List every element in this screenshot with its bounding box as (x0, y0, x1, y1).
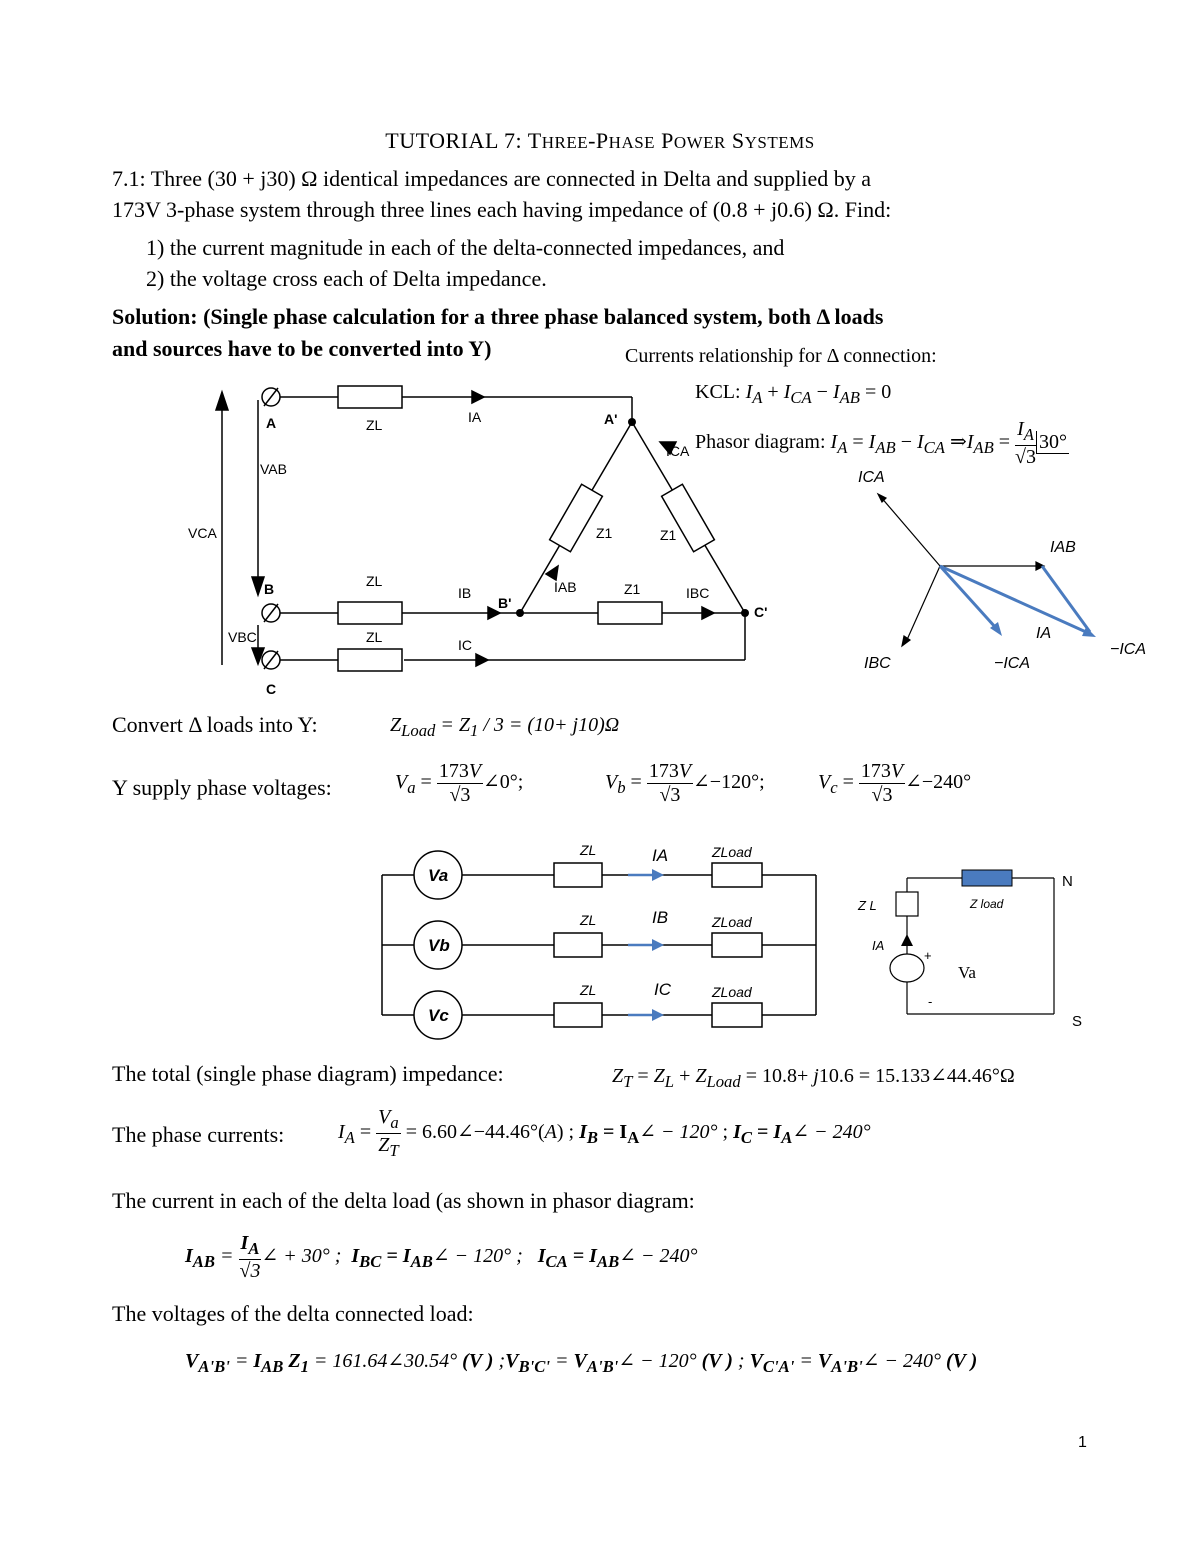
phase-currents-label: The phase currents: (112, 1122, 285, 1147)
sp-n-label: N (1062, 873, 1073, 890)
phase-currents-equation: $I_A$ = $\frac{V_a}{Z_T}$ = 6.60∠−44.46°(A) ; $I_B$ = $I_A\angle - 120^\circ$ ; $I_C$ = $I_A\angle - 240^\circ$ (338, 1106, 871, 1160)
z1-label-bottom: Z1 (624, 581, 641, 597)
y-zload-label-a: ZLoad (712, 844, 752, 860)
supply-label: Y supply phase voltages: (112, 775, 332, 800)
vbc-label: VBC (228, 629, 257, 645)
ic-label: IC (458, 637, 472, 653)
relationship-heading: Currents relationship for Δ connection: (625, 345, 937, 367)
node-b-prime-label: B' (498, 595, 512, 611)
sp-va-label: Va (958, 963, 976, 982)
delta-circuit-diagram (180, 380, 800, 700)
y-circuit-diagram (370, 835, 830, 1045)
y-zload-label-c: ZLoad (712, 984, 752, 1000)
vab-label: VAB (260, 461, 287, 477)
problem-line-2: 173V 3-phase system through three lines each having impedance of (0.8 + j0.6) Ω. Find: (112, 197, 892, 222)
phasor-neg-ica-label-1: −ICA (994, 655, 1031, 672)
ia-label: IA (468, 409, 482, 425)
total-impedance-label: The total (single phase diagram) impedance: (112, 1061, 504, 1086)
convert-label: Convert Δ loads into Y: (112, 712, 318, 737)
vca-label: VCA (188, 525, 217, 541)
kcl-equation: KCL: $I_A + I_{CA} - I_{AB} = 0$ (695, 381, 892, 407)
y-zload-label-b: ZLoad (712, 914, 752, 930)
sp-ia-label: IA (872, 938, 885, 953)
total-impedance-equation: $Z_T = Z_L + Z_{Load} = 10.8+ j10.6$ = 15.133∠44.46°Ω (612, 1065, 1015, 1091)
y-zl-label-c: ZL (580, 982, 597, 998)
zl-label-a: ZL (366, 417, 383, 433)
solution-line-1: Solution: (Single phase calculation for a three phase balanced system, both Δ loads (112, 304, 884, 329)
sp-zload-label: Z load (970, 897, 1004, 911)
zl-label-c: ZL (366, 629, 383, 645)
va-equation: $V_a$ = $\frac{173V}{√3}$ ∠0°; (395, 760, 524, 806)
page-number: 1 (1078, 1434, 1087, 1451)
node-a-label: A (266, 415, 277, 431)
node-b-label: B (264, 581, 275, 597)
source-vb-label: Vb (428, 936, 450, 955)
y-ib-label: IB (652, 908, 669, 927)
node-c-label: C (266, 681, 277, 697)
vb-equation: $V_b$ = $\frac{173V}{√3}$ ∠−120°; (605, 760, 765, 806)
ibc-label: IBC (686, 585, 710, 601)
phasor-ica-label: ICA (858, 469, 885, 486)
problem-item-2: 2) the voltage cross each of Delta impedance. (146, 266, 547, 291)
y-zl-label-a: ZL (580, 842, 597, 858)
y-ia-label: IA (652, 846, 669, 865)
zl-label-b: ZL (366, 573, 383, 589)
problem-item-1: 1) the current magnitude in each of the delta-connected impedances, and (146, 235, 785, 260)
solution-line-2: and sources have to be converted into Y) (112, 336, 492, 361)
delta-current-equation: $I_{AB}$ = $\frac{I_A}{√3}$ ∠ + 30° ; $I_{BC}$ = $I_{AB}\angle - 120^\circ$ ; $I_{CA}$ = $I_{AB}\angle - 240^\circ$ (185, 1232, 698, 1282)
phasor-equation: Phasor diagram: $I_A = I_{AB} - I_{CA}$ $\Rightarrow I_{AB}$ = $\frac{I_A}{√3}$ 30° (695, 418, 1068, 468)
z1-label-left: Z1 (596, 525, 613, 541)
phasor-iab-label: IAB (1050, 539, 1076, 556)
vc-equation: $V_c$ = $\frac{173V}{√3}$ ∠−240° (818, 760, 972, 806)
ica-label: ICA (666, 443, 690, 459)
delta-voltage-equation: $V_{A'B'} = I_{AB}$ $Z_1$ = 161.64∠30.54° (V ) $;V_{B'C'}$ = $V_{A'B'}\angle - 120^\circ$ (V ) ; $V_{C'A'}$ = $V_{A'B'}\angle - 240^\circ$ (V ) (185, 1350, 978, 1376)
z1-label-right: Z1 (660, 527, 677, 543)
phasor-neg-ica-label-2: −ICA (1110, 641, 1147, 658)
y-zl-label-b: ZL (580, 912, 597, 928)
convert-equation: $Z_{Load} = Z_1 / 3 = (10+ j10)\Omega$ (390, 714, 620, 740)
ib-label: IB (458, 585, 472, 601)
sp-plus-label: + (924, 948, 932, 963)
source-va-label: Va (428, 866, 449, 885)
y-ic-label: IC (654, 980, 671, 999)
node-a-prime-label: A' (604, 411, 618, 427)
phasor-diagram (840, 460, 1170, 690)
sp-s-label: S (1072, 1013, 1083, 1030)
delta-voltage-label: The voltages of the delta connected load: (112, 1301, 474, 1326)
source-vc-label: Vc (428, 1006, 449, 1025)
phasor-ia-label: IA (1036, 625, 1052, 642)
iab-label: IAB (554, 579, 577, 595)
single-phase-circuit-diagram (850, 860, 1090, 1040)
page-title: TUTORIAL 7: THREE-PHASE POWER SYSTEMS (385, 128, 815, 153)
sp-zl-label: Z L (858, 898, 877, 913)
delta-current-label: The current in each of the delta load (as shown in phasor diagram: (112, 1188, 695, 1213)
sp-minus-label: - (928, 994, 933, 1009)
node-c-prime-label: C' (754, 604, 768, 620)
problem-line-1: 7.1: Three (30 + j30) Ω identical impedances are connected in Delta and supplied by a (112, 166, 871, 191)
phasor-ibc-label: IBC (864, 655, 891, 672)
